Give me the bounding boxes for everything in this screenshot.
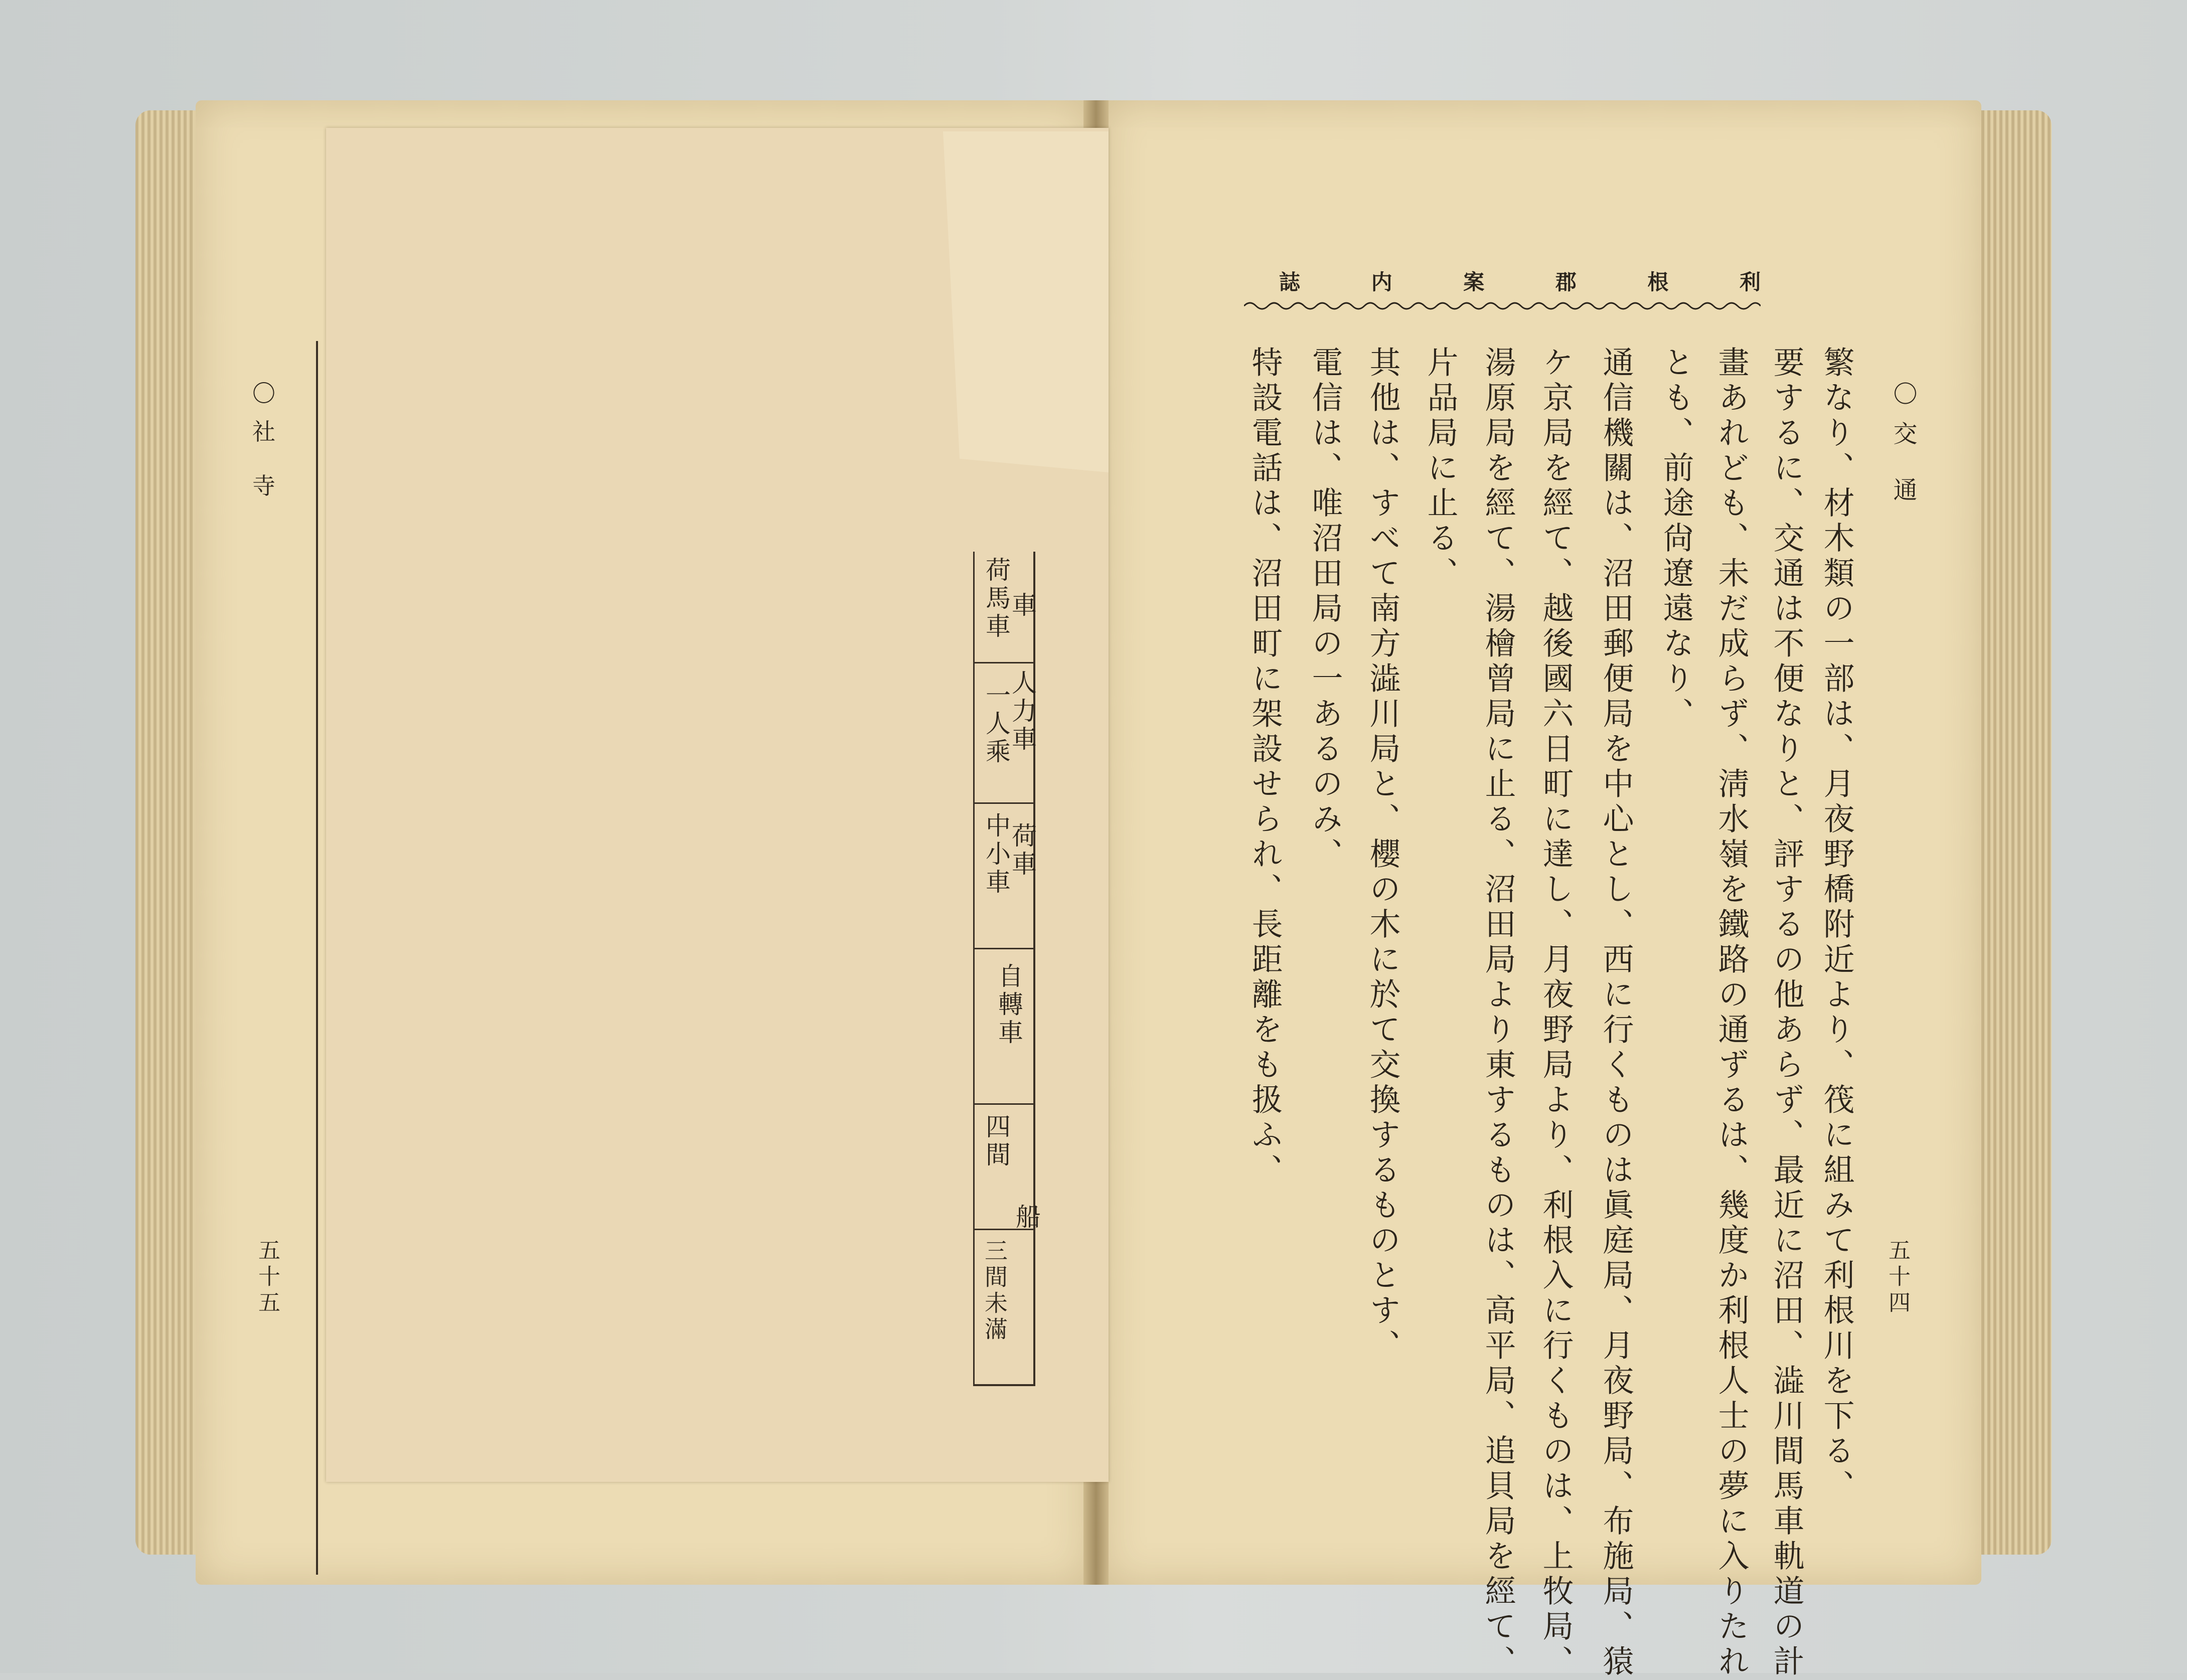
running-title-char: 誌	[1279, 270, 1301, 294]
running-title-char: 根	[1647, 270, 1669, 294]
table-header-boat: 船	[1012, 1204, 1041, 1232]
running-title-char: 案	[1463, 270, 1485, 294]
running-title-char: 利	[1739, 270, 1761, 294]
folded-corner	[943, 131, 1109, 472]
text-column-7: 湯原局を經て、湯檜曾局に止る、沼田局より東するものは、高平局、追貝局を經て、	[1480, 346, 1516, 1680]
text-column-6: ケ京局を經て、越後國六日町に達し、月夜野局より、利根入に行くものは、上牧局、	[1537, 346, 1574, 1680]
table-bottom-rule	[973, 1384, 1035, 1386]
running-title	[1279, 266, 1761, 296]
table-row-rule-3	[973, 948, 1035, 949]
text-column-9: 其他は、すべて南方澁川局と、櫻の木に於て交換するものとす、	[1364, 346, 1401, 1364]
table-sub-cart-horse: 荷馬車	[982, 557, 1011, 641]
table-header-bicycle: 自轉車	[994, 963, 1023, 1047]
text-column-11: 特設電話は、沼田町に架設せられ、長距離をも扱ふ、	[1246, 346, 1283, 1189]
right-page-number: 五十四	[1885, 1239, 1910, 1317]
table-header-handcart: 荷車	[1008, 822, 1037, 879]
text-column-4: とも、前途尙遼遠なり、	[1658, 346, 1694, 732]
text-column-10: 電信は、唯沼田局の一あるのみ、	[1307, 346, 1343, 873]
left-margin-rule	[316, 341, 318, 1575]
text-column-8: 片品局に止る、	[1422, 346, 1459, 592]
table-header-vehicle: 車	[1008, 592, 1037, 620]
table-row-rule-2	[973, 802, 1035, 804]
table-border-vertical-2	[973, 552, 975, 1384]
table-row-rule-1	[973, 662, 1035, 663]
table-sub-four-ken: 四間	[982, 1113, 1011, 1169]
table-sub-one-person: 一人乘	[982, 682, 1011, 766]
text-column-1: 繁なり、材木類の一部は、月夜野橋附近より、筏に組みて利根川を下る、	[1818, 346, 1855, 1504]
table-row-rule-4	[973, 1103, 1035, 1105]
text-column-3: 畫あれども、未だ成らず、淸水嶺を鐵路の通ずるは、幾度か利根人士の夢に入りたれ	[1713, 346, 1750, 1680]
header-wavy-rule	[1244, 300, 1761, 312]
section-heading-shrines: 〇 社 寺	[249, 381, 276, 501]
table-sub-small-cart: 中小車	[982, 812, 1011, 897]
text-column-2: 要するに、交通は不便なりと、評するの他あらず、最近に沼田、澁川間馬車軌道の計	[1768, 346, 1805, 1680]
text-column-5: 通信機關は、沼田郵便局を中心とし、西に行くものは眞庭局、月夜野局、布施局、猿	[1598, 346, 1634, 1680]
table-header-rickshaw: 人力車	[1008, 669, 1037, 754]
running-title-char: 内	[1371, 270, 1392, 294]
table-sub-under-three-ken: 三間未滿	[981, 1239, 1008, 1343]
left-page-number: 五十五	[254, 1239, 280, 1317]
running-title-char: 郡	[1555, 270, 1577, 294]
section-heading-transport: 〇 交 通	[1889, 381, 1917, 506]
